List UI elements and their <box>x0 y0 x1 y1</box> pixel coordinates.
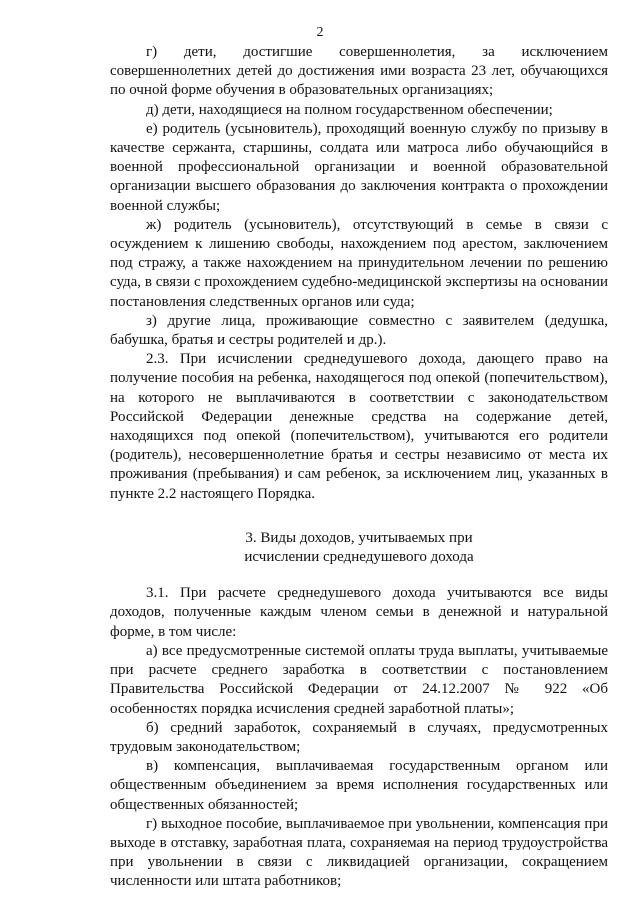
paragraph-3-1-b: б) средний заработок, сохраняемый в случаях, предусмотренных трудовым законодательством; <box>110 719 608 755</box>
paragraph-item-z: з) другие лица, проживающие совместно с заявителем (дедушка, бабушка, братья и сестры родителей и др.). <box>110 312 608 349</box>
paragraph-item-d: д) дети, находящиеся на полном государственном обеспечении; <box>146 101 553 118</box>
paragraph-item-zh: ж) родитель (усыновитель), отсутствующий в семье в связи с осуждением к лишению свободы, нахождением под арестом, заключением под стражу, а также нахождением на принудительном лечении по решению суда, в связи с прохождением судебно-медицинской экспертизы на основании постановления следственных органов или суда; <box>110 216 608 310</box>
section-heading-line-1: 3. Виды доходов, учитываемых при <box>245 529 473 546</box>
paragraph-3-1-v: в) компенсация, выплачиваемая государственным органом или общественным объединением за время исполнения государственных или общественных обязанностей; <box>110 758 608 813</box>
paragraph-2-3: 2.3. При исчислении среднедушевого дохода, дающего право на получение пособия на ребенка, находящегося под опекой (попечительством), на которого не выплачиваются в соответствии с законодательством Российской Федерации денежные средства на содержание детей, находящихся под опекой (попечительством), учитываются его родители (родитель), несовершеннолетние братья и сестры независимо от места их проживания (пребывания) и сам ребенок, за исключением лиц, указанных в пункте 2.2 настоящего Порядка. <box>110 351 608 502</box>
section-heading <box>110 529 608 567</box>
paragraph-3-1-g: г) выходное пособие, выплачиваемое при увольнении, компенсация при выходе в отставку, заработная плата, сохраняемая на период трудоустройства при увольнении в связи с ликвидацией организации, сокращением численности или штата работников; <box>110 815 608 890</box>
paragraph-item-e: е) родитель (усыновитель), проходящий военную службу по призыву в качестве сержанта, старшины, солдата или матроса либо обучающийся в военной профессиональной организации и военной образовательной организации высшего образования до заключения контракта о прохождении военной службы; <box>110 120 608 214</box>
document-body <box>110 43 608 892</box>
paragraph-3-1-a: а) все предусмотренные системой оплаты труда выплаты, учитываемые при расчете среднего заработка в соответствии с постановлением Правительства Российской Федерации от 24.12.2007 № 922 «Об особенностях порядка исчисления средней заработной платы»; <box>110 642 608 717</box>
section-body <box>110 584 608 891</box>
paragraph-item-g: г) дети, достигшие совершеннолетия, за исключением совершеннолетних детей до достижения ими возраста 23 лет, обучающихся по очной форме обучения в образовательных организациях; <box>110 44 608 99</box>
section-heading-line-2: исчислении среднедушевого дохода <box>244 549 474 566</box>
page-number: 2 <box>316 25 324 40</box>
paragraph-3-1: 3.1. При расчете среднедушевого дохода учитываются все виды доходов, полученные каждым членом семьи в денежной и натуральной форме, в том числе: <box>110 585 608 640</box>
